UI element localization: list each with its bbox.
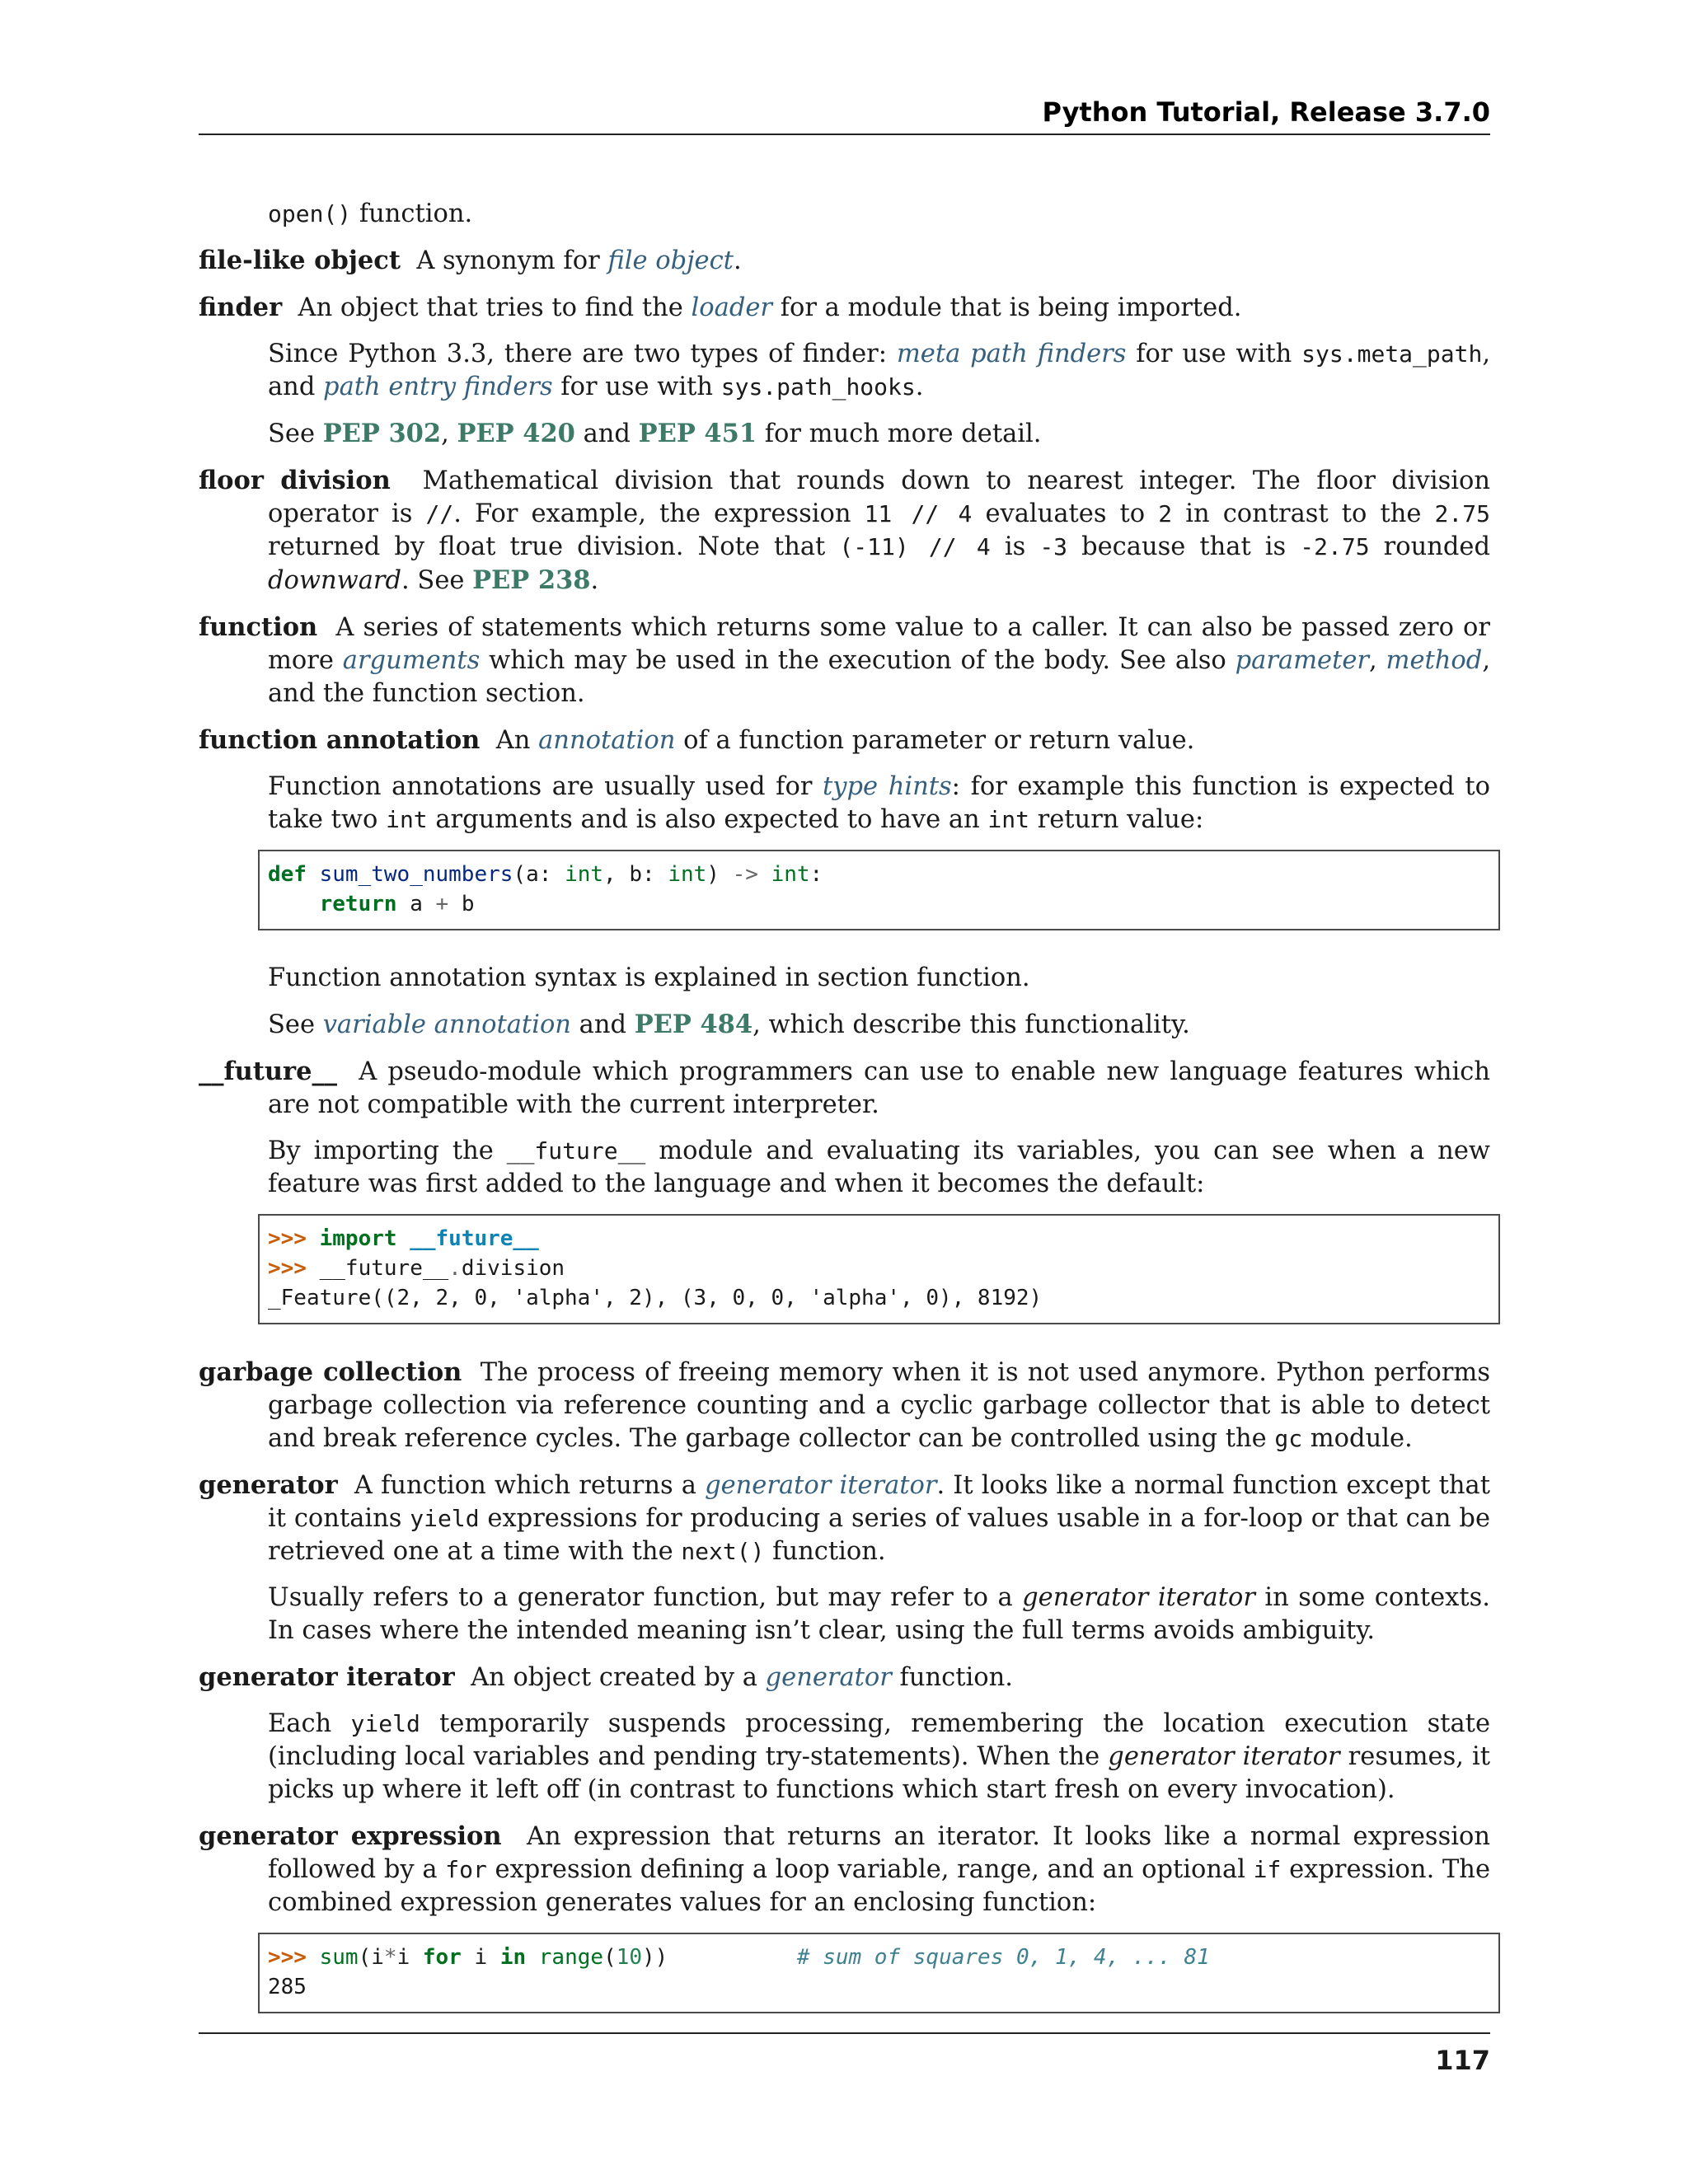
generator-paragraph: Usually refers to a generator function, but may refer to a generator iterator in some contexts. In cases where the intended meaning isn’t clear, using the full terms avoids ambiguity.: [268, 1583, 1490, 1645]
variable-annotation-link[interactable]: variable annotation: [322, 1010, 571, 1039]
generator-iterator-link[interactable]: generator iterator: [705, 1471, 937, 1500]
annotation-link[interactable]: annotation: [538, 726, 676, 755]
glossary-term: finder: [199, 293, 283, 322]
method-link[interactable]: method: [1386, 646, 1483, 675]
file-object-link[interactable]: file object: [607, 246, 734, 275]
inline-code: sys.meta_path: [1301, 340, 1483, 368]
finder-paragraph: Since Python 3.3, there are two types of finder: meta path finders for use with sys.meta_path, and path entry finders for use with sys.path_hooks.: [268, 340, 1491, 401]
finder-see-also: See PEP 302, PEP 420 and PEP 451 for much more detail.: [268, 419, 1042, 448]
running-header: Python Tutorial, Release 3.7.0: [199, 92, 1490, 135]
annotation-syntax-note: Function annotation syntax is explained in section function.: [268, 963, 1030, 992]
glossary-term: garbage collection: [199, 1357, 462, 1387]
glossary-entry-file-like-object: file-like object A synonym for file object.: [199, 246, 742, 275]
glossary-entry-generator-expression: generator expression An expression that returns an iterator. It looks like a normal expression followed by a for expression defining a loop variable, range, and an optional if expression. The combined expression generates values for an enclosing function:: [199, 1821, 1490, 1917]
arguments-link[interactable]: arguments: [342, 646, 481, 675]
meta-path-finders-link[interactable]: meta path finders: [896, 340, 1127, 368]
loader-link[interactable]: loader: [691, 293, 772, 322]
inline-code: open(): [268, 200, 352, 227]
glossary-entry-function: function A series of statements which returns some value to a caller. It can also be passed zero or more arguments which may be used in the execution of the body. See also parameter, method, and the function section.: [199, 612, 1491, 708]
page-number: 117: [1435, 2045, 1490, 2076]
type-hints-link[interactable]: type hints: [823, 772, 952, 801]
glossary-term: generator iterator: [199, 1662, 455, 1692]
glossary-entry-garbage-collection: garbage collection The process of freeing memory when it is not used anymore. Python performs garbage collection via reference counting and a cyclic garbage collector that is able to detect and break reference cycles. The garbage collector can be controlled using the gc module.: [199, 1357, 1490, 1453]
glossary-entry-future: __future__ A pseudo-module which programmers can use to enable new language features which are not compatible with the current interpreter.: [199, 1057, 1491, 1119]
path-entry-finders-link[interactable]: path entry finders: [323, 373, 553, 401]
pep-238-link[interactable]: PEP 238: [472, 565, 591, 595]
code-block-future: >>> import __future__ >>> __future__.division _Feature((2, 2, 0, 'alpha', 2), (3, 0, 0, 'alpha', 0), 8192): [258, 1214, 1500, 1324]
glossary-entry-generator: generator A function which returns a generator iterator. It looks like a normal function except that it contains yield expressions for producing a series of values usable in a for-loop or that can be retrieved one at a time with the next() function.: [199, 1470, 1490, 1566]
pep-451-link[interactable]: PEP 451: [638, 419, 757, 448]
open-function-line: open() function.: [268, 199, 473, 228]
pep-420-link[interactable]: PEP 420: [457, 419, 575, 448]
glossary-term: generator: [199, 1470, 338, 1500]
glossary-term: function: [199, 612, 318, 642]
generator-iterator-paragraph: Each yield temporarily suspends processing, remembering the location execution state (including local variables and pending try-statements). When the generator iterator resumes, it picks up where it left off (in contrast to functions which start fresh on every invocation).: [268, 1709, 1490, 1804]
pep-302-link[interactable]: PEP 302: [322, 419, 442, 448]
inline-code: sys.path_hooks: [720, 373, 916, 401]
generator-link[interactable]: generator: [765, 1663, 892, 1692]
code-block-generator-expression: >>> sum(i*i for i in range(10)) # sum of squares 0, 1, 4, ... 81 285: [258, 1933, 1500, 2013]
annotation-paragraph: Function annotations are usually used for type hints: for example this function is expected to take two int arguments and is also expected to have an int return value:: [268, 772, 1490, 834]
parameter-link[interactable]: parameter: [1235, 646, 1369, 675]
glossary-content: [199, 198, 1490, 2045]
pep-484-link[interactable]: PEP 484: [634, 1010, 753, 1039]
glossary-term: __future__: [199, 1057, 338, 1086]
glossary-term: file-like object: [199, 246, 401, 275]
footer-rule: [199, 2032, 1490, 2034]
glossary-entry-generator-iterator: generator iterator An object created by a generator function.: [199, 1662, 1013, 1692]
annotation-see-also: See variable annotation and PEP 484, which describe this functionality.: [268, 1010, 1190, 1039]
glossary-term: floor division: [199, 466, 391, 495]
glossary-entry-finder: finder An object that tries to find the loader for a module that is being imported.: [199, 293, 1242, 322]
glossary-entry-function-annotation: function annotation An annotation of a function parameter or return value.: [199, 725, 1195, 755]
glossary-entry-floor-division: floor division Mathematical division that rounds down to nearest integer. The floor division operator is //. For example, the expression 11 // 4 evaluates to 2 in contrast to the 2.75 returned by float true division. Note that (-11) // 4 is -3 because that is -2.75 rounded downward. See PEP 238.: [199, 466, 1491, 595]
glossary-term: generator expression: [199, 1821, 502, 1851]
future-paragraph: By importing the __future__ module and evaluating its variables, you can see when a new feature was first added to the language and when it becomes the default:: [268, 1137, 1490, 1198]
glossary-term: function annotation: [199, 725, 481, 755]
code-block-sum-two-numbers: def sum_two_numbers(a: int, b: int) -> int: return a + b: [258, 850, 1500, 930]
